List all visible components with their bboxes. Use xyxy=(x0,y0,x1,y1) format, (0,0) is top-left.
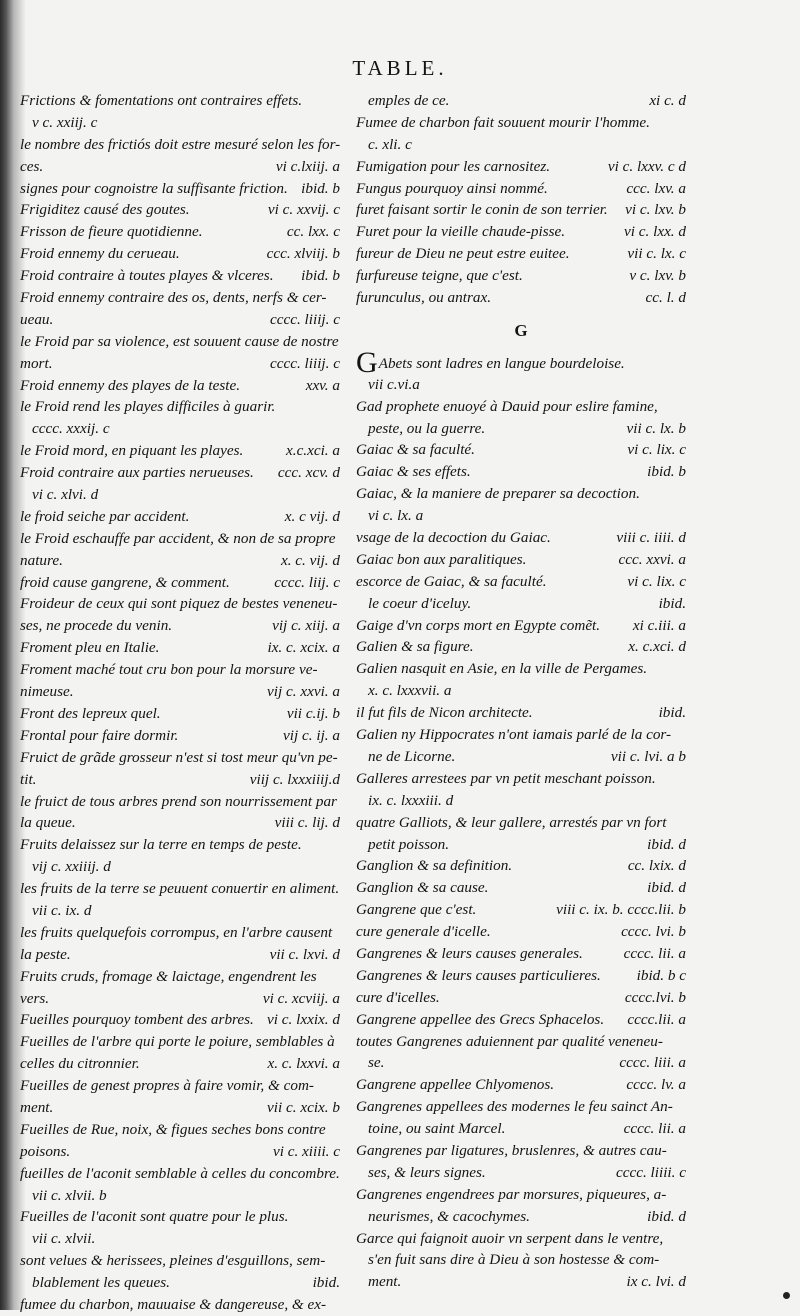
entry-page-reference: ibid. xyxy=(312,1274,340,1292)
entry-page-reference: vii c. lx. c xyxy=(627,245,686,263)
index-entry xyxy=(20,1294,340,1316)
entry-text: ne de Licorne. xyxy=(368,747,456,765)
entry-page-reference: x. c vij. d xyxy=(284,507,340,525)
index-entry xyxy=(20,703,340,725)
entry-text: Furet pour la vieille chaude-pisse. xyxy=(356,223,566,241)
index-entry xyxy=(356,1162,686,1184)
entry-page-reference: cccc. lv. a xyxy=(626,1076,686,1094)
entry-text: blablement les queues. xyxy=(32,1274,170,1292)
entry-page-reference: cccc. lii. a xyxy=(623,944,686,962)
index-entry xyxy=(356,112,686,134)
entry-text: cure d'icelles. xyxy=(356,988,440,1006)
entry-page-reference: vij c. xxvi. a xyxy=(267,683,340,701)
index-entry xyxy=(356,461,686,483)
entry-page-reference: cccc. lvi. b xyxy=(621,923,686,941)
entry-page-reference: ibid. d xyxy=(647,1207,686,1225)
entry-text: le coeur d'iceluy. xyxy=(368,594,472,612)
entry-page-reference: cc. lxix. d xyxy=(627,857,686,875)
entry-text: vsage de la decoction du Gaiac. xyxy=(356,529,551,547)
entry-text: le froid seiche par accident. xyxy=(20,507,190,525)
entry-text: le nombre des frictiós doit estre mesuré selon les for- xyxy=(20,135,341,153)
entry-text: ses, & leurs signes. xyxy=(368,1163,486,1181)
entry-text: les fruits de la terre se peuuent conuertir en aliment. xyxy=(20,880,340,898)
index-entry xyxy=(20,856,340,878)
entry-text: Froideur de ceux qui sont piquez de bestes veneneu- xyxy=(20,595,338,613)
index-entry xyxy=(356,287,686,309)
index-entry xyxy=(20,812,340,834)
entry-text: Fungus pourquoy ainsi nommé. xyxy=(356,179,548,197)
index-entry xyxy=(356,855,686,877)
entry-text: le Froid mord, en piquant les playes. xyxy=(20,442,244,460)
index-entry xyxy=(356,418,686,440)
index-entry xyxy=(356,265,686,287)
index-entry xyxy=(20,725,340,747)
entry-page-reference: ibid. d xyxy=(647,835,686,853)
entry-text: peste, ou la guerre. xyxy=(368,419,486,437)
entry-page-reference: vi c. xiiii. c xyxy=(272,1142,340,1160)
index-entry xyxy=(20,156,340,178)
entry-page-reference: cccc. liiij. c xyxy=(270,310,340,328)
entry-text: nature. xyxy=(20,551,63,569)
entry-text: ueau. xyxy=(20,310,54,328)
index-entry xyxy=(20,637,340,659)
entry-text: Frigiditez causé des goutes. xyxy=(20,201,190,219)
entry-text: se. xyxy=(368,1054,385,1072)
entry-page-reference: cc. lxx. c xyxy=(286,223,340,241)
entry-text: la peste. xyxy=(20,945,71,963)
entry-page-reference: x. c. vij. d xyxy=(280,551,340,569)
index-entry xyxy=(356,812,686,834)
index-entry xyxy=(356,724,686,746)
index-entry xyxy=(20,178,340,200)
entry-page-reference: cccc.lvi. b xyxy=(624,988,686,1006)
page-header: TABLE. xyxy=(352,56,448,80)
entry-text: vers. xyxy=(20,989,50,1007)
entry-text: v c. xxiij. c xyxy=(32,113,98,131)
entry-page-reference: vi c. xxvij. c xyxy=(267,201,340,219)
index-entry xyxy=(356,636,686,658)
entry-text: furunculus, ou antrax. xyxy=(356,289,491,307)
entry-page-reference: ix. c. xcix. a xyxy=(267,639,340,657)
entry-text: vi c. xlvi. d xyxy=(32,486,99,504)
index-entry xyxy=(20,550,340,572)
entry-page-reference: vi c. lxx. d xyxy=(624,223,686,241)
entry-page-reference: vij c. ij. a xyxy=(283,726,340,744)
entry-page-reference: cc. l. d xyxy=(645,289,686,307)
entry-page-reference: ccc. lxv. a xyxy=(626,179,686,197)
index-entry xyxy=(356,527,686,549)
entry-page-reference: ibid. b xyxy=(301,267,340,285)
index-entry xyxy=(356,615,686,637)
entry-text: ment. xyxy=(20,1098,54,1116)
index-entry xyxy=(356,1074,686,1096)
entry-text: vii c. xlvii. xyxy=(32,1230,96,1248)
entry-page-reference: ccc. xlviij. b xyxy=(266,245,340,263)
entry-text: signes pour cognoistre la suffisante friction. xyxy=(20,179,288,197)
index-entry xyxy=(20,506,340,528)
entry-text: le Froid rend les playes difficiles à guarir. xyxy=(20,398,276,416)
entry-page-reference: cccc. liiij. c xyxy=(270,354,340,372)
entry-text: x. c. lxxxvii. a xyxy=(368,682,452,700)
index-entry xyxy=(356,156,686,178)
entry-text: Froid ennemy du cerueau. xyxy=(20,245,180,263)
entry-text: toutes Gangrenes aduiennent par qualité veneneu- xyxy=(356,1032,663,1050)
index-entry xyxy=(20,769,340,791)
entry-text: Frisson de fieure quotidienne. xyxy=(20,223,203,241)
entry-text: Garce qui faignoit auoir vn serpent dans le ventre, xyxy=(356,1229,664,1247)
index-entry xyxy=(20,834,340,856)
index-entry xyxy=(20,1031,340,1053)
entry-text: Gangrenes & leurs causes particulieres. xyxy=(356,966,601,984)
entry-text: Gangrenes appellees des modernes le feu sainct An- xyxy=(356,1098,673,1116)
index-entry xyxy=(356,134,686,156)
index-entry xyxy=(356,483,686,505)
entry-page-reference: v c. lxv. b xyxy=(629,267,686,285)
entry-text: toine, ou saint Marcel. xyxy=(368,1120,506,1138)
index-entry xyxy=(20,90,340,112)
entry-page-reference: x. c.xci. d xyxy=(628,638,686,656)
entry-text: vii c. xlvii. b xyxy=(32,1186,107,1204)
entry-text: Fruits cruds, fromage & laictage, engendrent les xyxy=(20,967,317,985)
entry-page-reference: cccc.lii. a xyxy=(627,1010,686,1028)
entry-text: poisons. xyxy=(20,1142,71,1160)
entry-text: vii c. ix. d xyxy=(32,901,92,919)
entry-text: les fruits quelquefois corrompus, en l'arbre causent xyxy=(20,923,333,941)
entry-page-reference: ibid. xyxy=(658,704,686,722)
index-entry xyxy=(20,287,340,309)
index-entry xyxy=(20,375,340,397)
right-column-bottom xyxy=(356,345,686,1293)
entry-text: Fumigation pour les carnositez. xyxy=(356,157,551,175)
entry-page-reference: x.c.xci. a xyxy=(286,442,340,460)
entry-text: Ganglion & sa cause. xyxy=(356,879,489,897)
index-entry xyxy=(20,331,340,353)
right-column-top xyxy=(356,90,686,309)
entry-text: s'en fuit sans dire à Dieu à son hostesse & com- xyxy=(368,1251,660,1269)
entry-text: Galien & sa figure. xyxy=(356,638,474,656)
entry-text: celles du citronnier. xyxy=(20,1055,140,1073)
entry-page-reference: viii c. ix. b. cccc.lii. b xyxy=(556,901,686,919)
entry-text: sont velues & herissees, pleines d'esguillons, sem- xyxy=(20,1252,326,1270)
index-entry xyxy=(356,243,686,265)
entry-page-reference: cccc. liij. c xyxy=(274,573,340,591)
entry-text: Galleres arrestees par vn petit meschant poisson. xyxy=(356,769,656,787)
entry-text: Gangrene que c'est. xyxy=(356,901,477,919)
index-entry xyxy=(356,965,686,987)
index-entry xyxy=(20,681,340,703)
entry-page-reference: cccc. liii. a xyxy=(619,1054,686,1072)
index-entry xyxy=(356,1052,686,1074)
index-entry xyxy=(20,112,340,134)
index-entry xyxy=(356,439,686,461)
entry-text: petit poisson. xyxy=(368,835,450,853)
index-entry xyxy=(20,922,340,944)
entry-page-reference: vii c. lx. b xyxy=(626,419,686,437)
index-entry xyxy=(20,900,340,922)
index-entry xyxy=(20,615,340,637)
index-entry xyxy=(20,309,340,331)
entry-page-reference: vij c. xiij. a xyxy=(272,617,340,635)
entry-text: Gangrene appellee Chlyomenos. xyxy=(356,1076,555,1094)
entry-text: Galien nasquit en Asie, en la ville de Pergames. xyxy=(356,660,648,678)
index-entry xyxy=(356,987,686,1009)
entry-text: cccc. xxxij. c xyxy=(32,420,110,438)
index-entry xyxy=(356,680,686,702)
index-entry xyxy=(20,1272,340,1294)
index-entry xyxy=(20,1075,340,1097)
entry-page-reference: vi c. lxxv. c d xyxy=(607,157,686,175)
index-entry xyxy=(20,221,340,243)
entry-text: Fueilles de Rue, noix, & figues seches bons contre xyxy=(20,1120,326,1138)
entry-page-reference: vi c. lix. c xyxy=(627,441,686,459)
entry-page-reference: ccc. xcv. d xyxy=(277,464,340,482)
entry-text: Froid contraire à toutes playes & vlceres. xyxy=(20,267,274,285)
entry-page-reference: xi c. d xyxy=(649,92,686,109)
entry-text: Frontal pour faire dormir. xyxy=(20,726,179,744)
entry-text: le Froid eschauffe par accident, & non de sa propre xyxy=(20,529,336,547)
index-entry xyxy=(356,505,686,527)
index-entry xyxy=(20,528,340,550)
index-entry xyxy=(356,768,686,790)
entry-page-reference: xi c.iii. a xyxy=(632,616,686,634)
entry-text: Froid contraire aux parties nerueuses. xyxy=(20,464,254,482)
index-entry xyxy=(356,571,686,593)
entry-text: Froid ennemy des playes de la teste. xyxy=(20,376,241,394)
entry-text: Froid ennemy contraire des os, dents, nerfs & cer- xyxy=(20,289,327,307)
entry-text: ix. c. lxxxiii. d xyxy=(368,791,454,809)
index-entry xyxy=(356,345,686,379)
index-entry xyxy=(356,593,686,615)
entry-text: Fruict de grãde grosseur n'est si tost meur qu'vn pe- xyxy=(20,748,338,766)
index-entry xyxy=(20,988,340,1010)
entry-text: quatre Galliots, & leur gallere, arrestés par vn fort xyxy=(356,813,667,831)
entry-text: furet faisant sortir le conin de son terrier. xyxy=(356,201,608,219)
entry-text: mort. xyxy=(20,354,53,372)
entry-page-reference: vi c. xcviij. a xyxy=(262,989,340,1007)
entry-text: Gangrenes par ligatures, bruslenres, & autres cau- xyxy=(356,1141,667,1159)
index-entry xyxy=(356,221,686,243)
left-column xyxy=(20,90,340,1316)
entry-text: Gangrenes engendrees par morsures, piqueures, a- xyxy=(356,1185,667,1203)
index-entry xyxy=(20,1228,340,1250)
entry-page-reference: x. c. lxxvi. a xyxy=(267,1055,340,1073)
entry-text: Front des lepreux quel. xyxy=(20,704,161,722)
entry-page-reference: viij c. lxxxiiij.d xyxy=(249,770,340,788)
entry-text: nimeuse. xyxy=(20,683,74,701)
index-entry xyxy=(356,943,686,965)
index-entry xyxy=(356,1271,686,1293)
page-mark xyxy=(783,1292,790,1299)
entry-page-reference: vi c. lxv. b xyxy=(625,201,686,219)
right-column xyxy=(356,90,686,1293)
entry-page-reference: vi c. lxxix. d xyxy=(267,1011,340,1029)
drop-cap-letter: G xyxy=(356,345,378,379)
entry-page-reference: ibid. b xyxy=(647,463,686,481)
index-entry xyxy=(356,834,686,856)
index-entry xyxy=(356,1249,686,1271)
entry-text: Gaige d'vn corps mort en Egypte comẽt. xyxy=(356,616,601,634)
index-entry xyxy=(356,921,686,943)
entry-text: emples de ce. xyxy=(368,92,450,109)
entry-text: vii c.vi.a xyxy=(368,375,420,393)
index-entry xyxy=(20,791,340,813)
index-entry xyxy=(20,134,340,156)
index-entry xyxy=(356,1228,686,1250)
entry-text: ces. xyxy=(20,157,44,175)
entry-text: Gad prophete enuoyé à Dauid pour eslire famine, xyxy=(356,397,658,415)
index-entry xyxy=(356,1206,686,1228)
index-entry xyxy=(20,1141,340,1163)
entry-text: Fumee de charbon fait souuent mourir l'homme. xyxy=(356,113,650,131)
entry-text: Froment pleu en Italie. xyxy=(20,639,160,657)
entry-text: neurismes, & cacochymes. xyxy=(368,1207,530,1225)
entry-text: cure generale d'icelle. xyxy=(356,923,491,941)
index-entry xyxy=(356,658,686,680)
entry-page-reference: ccc. xxvi. a xyxy=(618,550,686,568)
index-entry xyxy=(20,966,340,988)
entry-page-reference: cccc. liiii. c xyxy=(616,1163,686,1181)
index-entry xyxy=(20,1119,340,1141)
entry-text: Gaiac bon aux paralitiques. xyxy=(356,550,527,568)
index-entry xyxy=(356,1118,686,1140)
entry-text: Gangrene appellee des Grecs Sphacelos. xyxy=(356,1010,605,1028)
index-entry xyxy=(356,702,686,724)
entry-text: Galien ny Hippocrates n'ont iamais parlé de la cor- xyxy=(356,726,672,744)
entry-page-reference: viii c. iiii. d xyxy=(616,529,686,547)
entry-text: Gaiac & ses effets. xyxy=(356,463,471,481)
entry-text: Fueilles pourquoy tombent des arbres. xyxy=(20,1011,254,1029)
index-entry xyxy=(20,1206,340,1228)
index-entry xyxy=(356,790,686,812)
entry-text: Fueilles de l'arbre qui porte le poiure, semblables à xyxy=(20,1033,335,1051)
index-entry xyxy=(356,1140,686,1162)
index-entry xyxy=(356,1031,686,1053)
index-entry xyxy=(20,1163,340,1185)
index-entry xyxy=(20,1250,340,1272)
entry-text: le fruict de tous arbres prend son nourrissement par xyxy=(20,792,337,810)
index-entry xyxy=(20,265,340,287)
index-entry xyxy=(356,178,686,200)
entry-page-reference: vii c. lvi. a b xyxy=(610,747,686,765)
entry-page-reference: ibid. d xyxy=(647,879,686,897)
index-entry xyxy=(356,199,686,221)
entry-text: Gangrenes & leurs causes generales. xyxy=(356,944,583,962)
index-entry xyxy=(20,396,340,418)
entry-text: furfureuse teigne, que c'est. xyxy=(356,267,523,285)
index-entry xyxy=(20,440,340,462)
entry-page-reference: vi c. lix. c xyxy=(627,572,686,590)
entry-text: ses, ne procede du venin. xyxy=(20,617,173,635)
entry-text: tit. xyxy=(20,770,37,788)
index-entry xyxy=(20,572,340,594)
entry-text: fureur de Dieu ne peut estre euitee. xyxy=(356,245,570,263)
entry-text: Froment maché tout cru bon pour la morsure ve- xyxy=(20,661,318,679)
index-entry xyxy=(356,1009,686,1031)
index-entry xyxy=(20,243,340,265)
entry-text: Fruits delaissez sur la terre en temps de peste. xyxy=(20,836,302,854)
index-entry xyxy=(20,659,340,681)
index-entry xyxy=(356,374,686,396)
index-entry xyxy=(356,396,686,418)
entry-page-reference: vii c. xcix. b xyxy=(267,1098,340,1116)
index-entry xyxy=(20,418,340,440)
entry-text: Gaiac, & la maniere de preparer sa decoction. xyxy=(356,485,640,503)
index-entry xyxy=(20,353,340,375)
index-entry xyxy=(356,1096,686,1118)
entry-text: il fut fils de Nicon architecte. xyxy=(356,704,533,722)
entry-text: vij c. xxiiij. d xyxy=(32,858,111,876)
entry-text: Fueilles de genest propres à faire vomir, & com- xyxy=(20,1077,314,1095)
index-entry xyxy=(356,1184,686,1206)
entry-page-reference: ibid. b c xyxy=(636,966,686,984)
entry-text: escorce de Gaiac, & sa faculté. xyxy=(356,572,547,590)
index-entry xyxy=(20,1185,340,1207)
index-entry xyxy=(20,747,340,769)
entry-text: Frictions & fomentations ont contraires effets. xyxy=(20,92,303,109)
entry-text: Ganglion & sa definition. xyxy=(356,857,513,875)
entry-text: Gaiac & sa faculté. xyxy=(356,441,475,459)
entry-page-reference: viii c. lij. d xyxy=(274,814,340,832)
entry-page-reference: xxv. a xyxy=(305,376,340,394)
index-entry xyxy=(20,878,340,900)
entry-page-reference: ibid. xyxy=(658,594,686,612)
index-entry xyxy=(20,1097,340,1119)
entry-text: fumee du charbon, mauuaise & dangereuse, & ex- xyxy=(20,1295,327,1313)
index-entry xyxy=(356,877,686,899)
entry-text: vi c. lx. a xyxy=(368,507,424,525)
index-entry xyxy=(356,899,686,921)
entry-text: la queue. xyxy=(20,814,76,832)
entry-page-reference: vi c.lxiij. a xyxy=(275,157,340,175)
index-entry xyxy=(20,1053,340,1075)
entry-text: froid cause gangrene, & comment. xyxy=(20,573,230,591)
entry-text: le Froid par sa violence, est souuent cause de nostre xyxy=(20,332,339,350)
entry-page-reference: vii c.ij. b xyxy=(286,704,340,722)
entry-text: c. xli. c xyxy=(368,135,412,153)
index-entry xyxy=(356,90,686,112)
entry-page-reference: vii c. lxvi. d xyxy=(269,945,340,963)
index-entry xyxy=(20,484,340,506)
entry-page-reference: cccc. lii. a xyxy=(623,1120,686,1138)
section-letter-heading: G xyxy=(514,320,528,340)
entry-page-reference: ix c. lvi. d xyxy=(626,1273,686,1291)
index-entry xyxy=(20,1009,340,1031)
index-entry xyxy=(356,549,686,571)
entry-text: Abets sont ladres en langue bourdeloise. xyxy=(378,354,625,372)
index-entry xyxy=(20,944,340,966)
entry-text: fueilles de l'aconit semblable à celles du concombre. xyxy=(20,1164,340,1182)
index-entry xyxy=(20,462,340,484)
entry-page-reference: ibid. b xyxy=(301,179,340,197)
index-entry xyxy=(356,746,686,768)
entry-text: ment. xyxy=(368,1273,402,1291)
index-entry xyxy=(20,199,340,221)
entry-text: Fueilles de l'aconit sont quatre pour le plus. xyxy=(20,1208,289,1226)
index-entry xyxy=(20,593,340,615)
